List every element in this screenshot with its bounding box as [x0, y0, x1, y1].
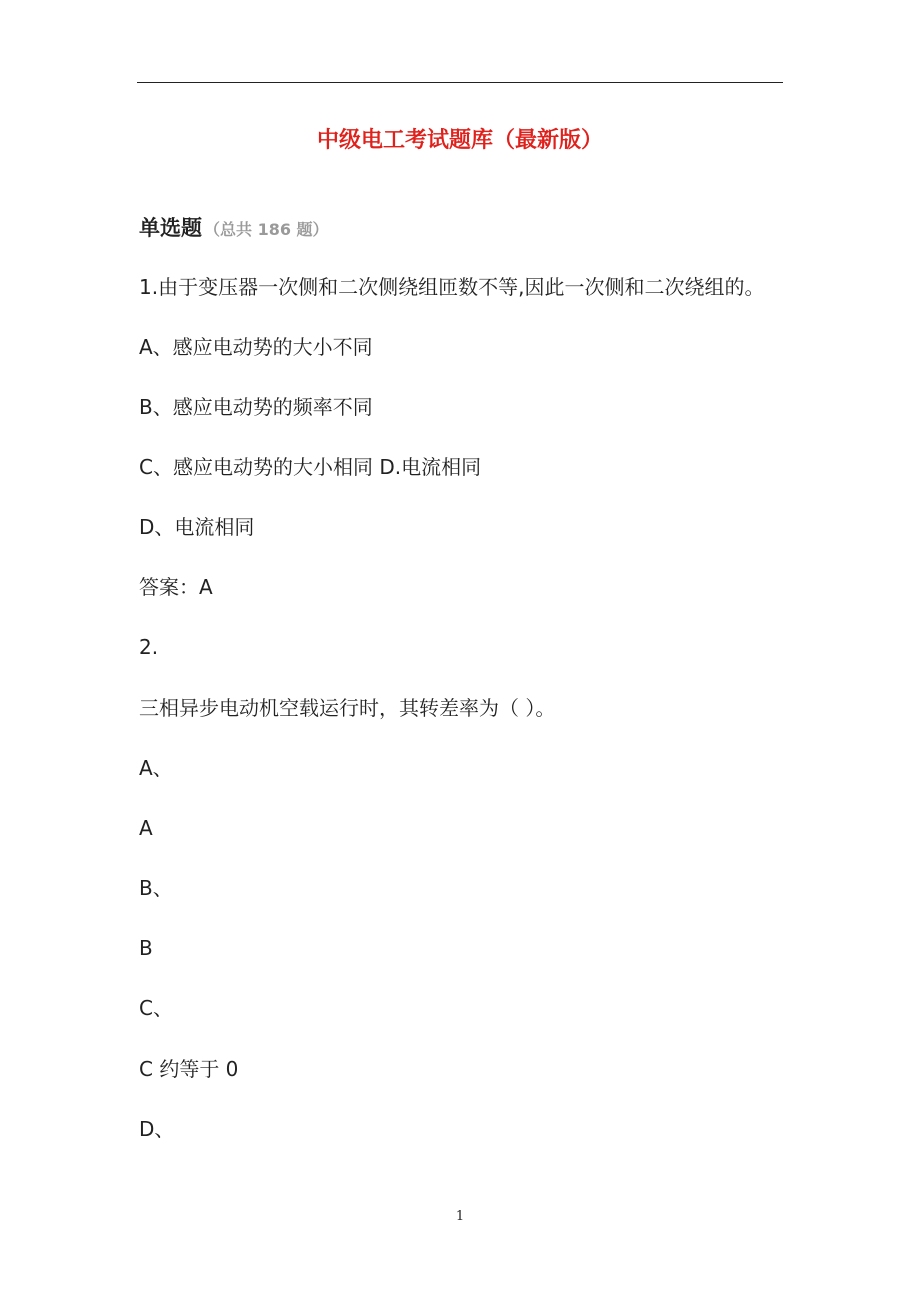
question-2-option-b-text: B — [139, 936, 153, 960]
question-1-answer: 答案：A — [139, 575, 213, 599]
question-1-option-c: C、感应电动势的大小相同 D.电流相同 — [139, 455, 482, 479]
section-count: （总共 186 题） — [204, 220, 329, 239]
document-title: 中级电工考试题库（最新版） — [316, 128, 603, 153]
question-2-option-c-label: C、 — [139, 996, 173, 1020]
question-2-option-a-label: A、 — [139, 756, 173, 780]
question-2-stem: 三相异步电动机空载运行时，其转差率为（ ）。 — [139, 696, 556, 720]
question-1-stem: 1.由于变压器一次侧和二次侧绕组匝数不等,因此一次侧和二次绕组的。 — [139, 275, 765, 299]
question-1-option-b: B、感应电动势的频率不同 — [139, 395, 373, 419]
question-2-option-b-label: B、 — [139, 876, 173, 900]
section-title: 单选题 — [139, 216, 202, 240]
question-2-option-a-text: A — [139, 816, 153, 840]
question-2-number: 2. — [139, 635, 159, 659]
section-heading — [139, 212, 329, 244]
header-rule — [137, 82, 783, 83]
page-number: 1 — [455, 1209, 465, 1224]
question-1-option-d: D、电流相同 — [139, 515, 255, 539]
question-2-option-c-text: C 约等于 0 — [139, 1057, 239, 1081]
question-1-option-a: A、感应电动势的大小不同 — [139, 335, 373, 359]
question-2-option-d-label: D、 — [139, 1117, 175, 1141]
